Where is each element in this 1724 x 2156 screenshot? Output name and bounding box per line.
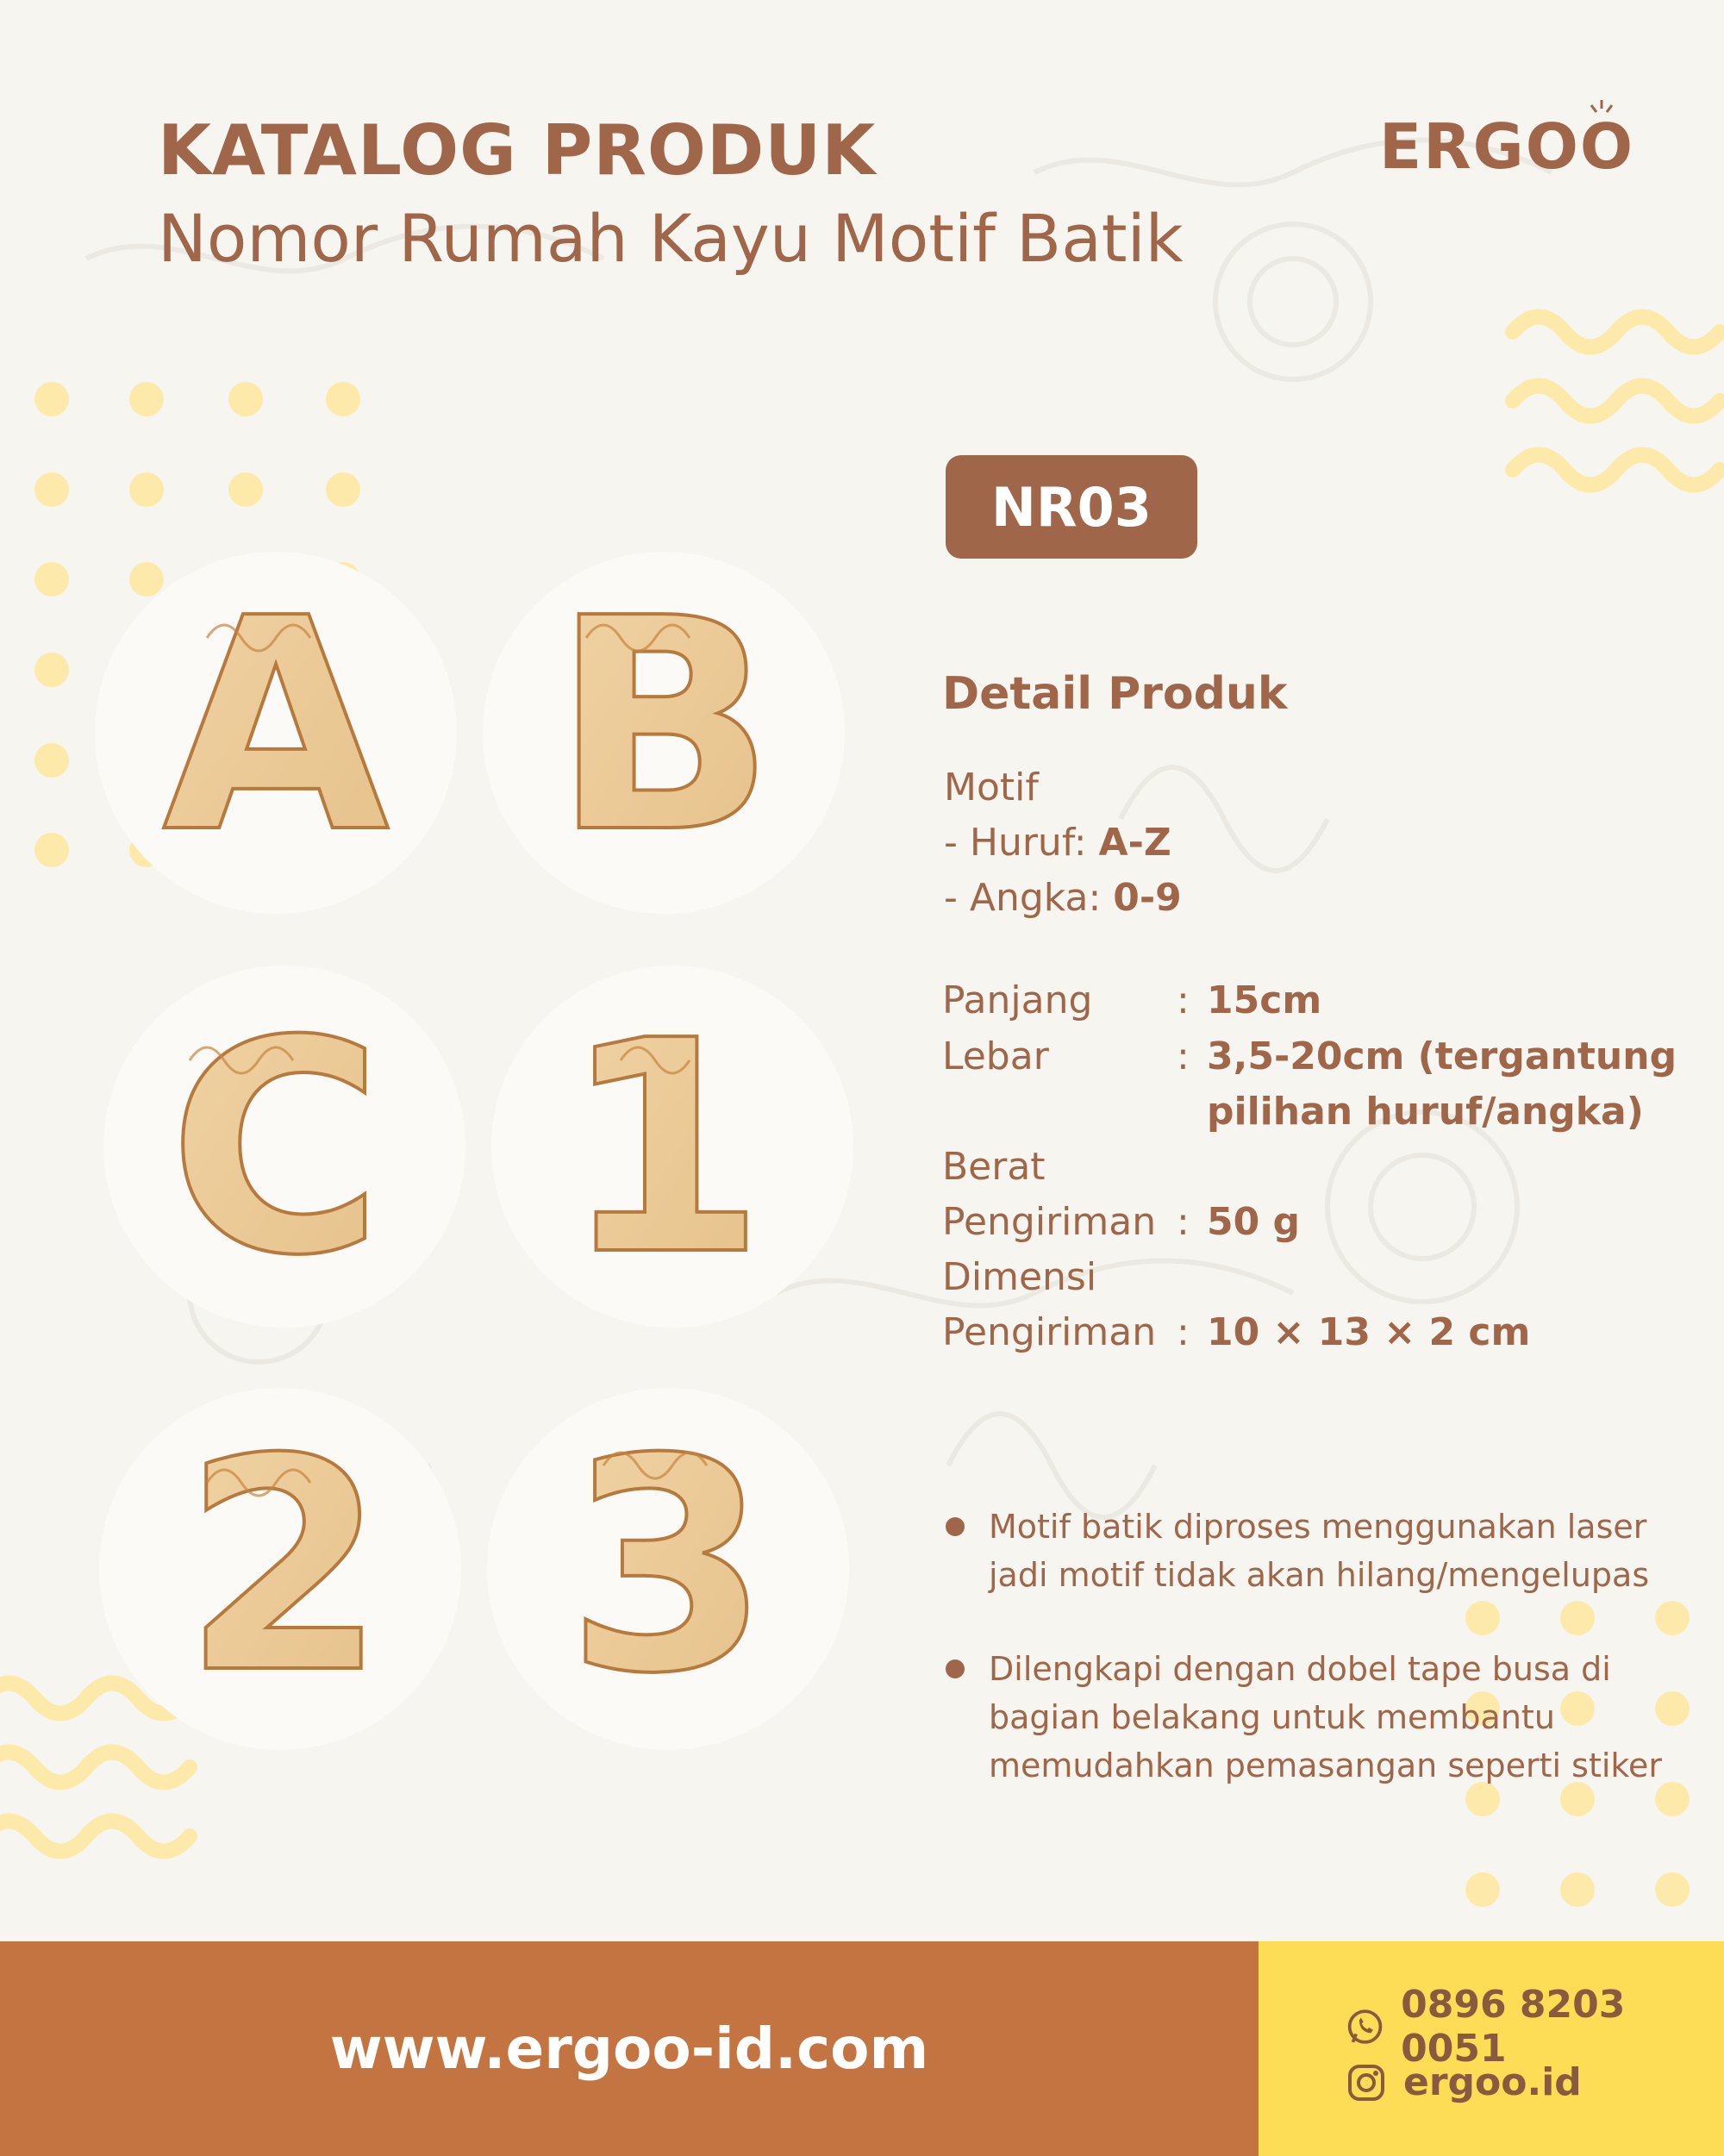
wave-decoration-top-right	[1504, 297, 1724, 522]
product-subtitle: Nomor Rumah Kayu Motif Batik	[158, 200, 1184, 277]
catalog-title: KATALOG PRODUK	[158, 110, 877, 191]
whatsapp-icon	[1345, 2005, 1385, 2048]
wooden-digit-2: 2	[182, 1397, 387, 1738]
phone-number: 0896 8203 0051	[1401, 1983, 1626, 2071]
huruf-value: A-Z	[1098, 821, 1171, 865]
panjang-label: Panjang	[942, 978, 1093, 1022]
lebar-value-line2: pilihan huruf/angka)	[1207, 1090, 1644, 1134]
dimensi-label-line1: Dimensi	[942, 1255, 1097, 1299]
berat-label-line2: Pengiriman	[942, 1200, 1157, 1244]
berat-label-line1: Berat	[942, 1145, 1046, 1189]
ergoo-logo: ERGOO	[1379, 110, 1635, 183]
phone-contact[interactable]	[1345, 1983, 1724, 2071]
note-bullet-2	[946, 1659, 965, 1678]
lebar-colon: :	[1177, 1034, 1190, 1078]
wooden-digit-1: 1	[561, 978, 766, 1320]
dimensi-label-line2: Pengiriman	[942, 1310, 1157, 1354]
wooden-letter-c: C	[168, 978, 384, 1320]
website-link[interactable]: www.ergoo-id.com	[329, 2015, 929, 2082]
detail-heading: Detail Produk	[942, 668, 1288, 720]
product-code-badge: NR03	[946, 455, 1197, 559]
note-1: Motif batik diproses menggunakan laser jadi motif tidak akan hilang/mengelupas	[989, 1508, 1650, 1594]
lebar-label: Lebar	[942, 1034, 1049, 1078]
angka-row	[944, 876, 1182, 920]
instagram-handle: ergoo.id	[1403, 2060, 1582, 2104]
panjang-value: 15cm	[1207, 978, 1322, 1022]
lebar-value-line1: 3,5-20cm (tergantung	[1207, 1034, 1677, 1078]
instagram-icon	[1345, 2061, 1388, 2104]
wooden-digit-3: 3	[565, 1397, 771, 1738]
wooden-letter-a: A	[162, 556, 390, 897]
angka-value: 0-9	[1113, 876, 1182, 920]
huruf-label: - Huruf:	[944, 821, 1099, 865]
dimensi-colon: :	[1177, 1310, 1190, 1354]
dimensi-value: 10 × 13 × 2 cm	[1207, 1310, 1531, 1354]
motif-label: Motif	[944, 766, 1039, 809]
panjang-colon: :	[1177, 978, 1190, 1022]
logo-spark-icon	[1584, 97, 1619, 131]
instagram-contact[interactable]	[1345, 2060, 1582, 2104]
angka-label: - Angka:	[944, 876, 1114, 920]
berat-value: 50 g	[1207, 1200, 1301, 1244]
berat-colon: :	[1177, 1200, 1190, 1244]
note-2: Dilengkapi dengan dobel tape busa di bagian belakang untuk membantu memudahkan pemasangan seperti stiker	[989, 1650, 1663, 1784]
wooden-letters-display	[0, 0, 862, 1810]
huruf-row	[944, 821, 1171, 865]
note-bullet-1	[946, 1517, 965, 1536]
wooden-letter-b: B	[552, 556, 776, 897]
